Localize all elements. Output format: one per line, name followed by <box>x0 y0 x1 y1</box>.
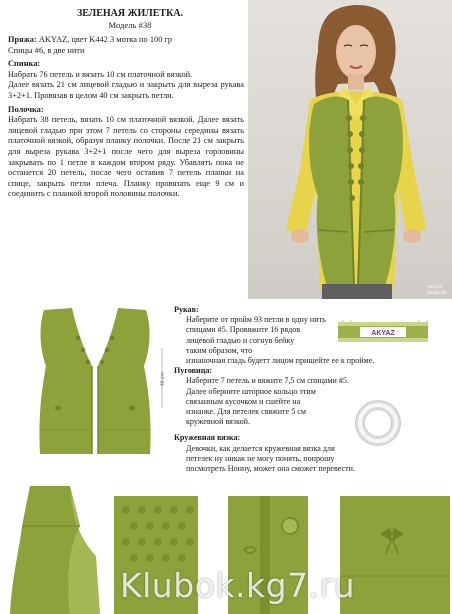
size-mark-label: 40 cm <box>160 372 166 386</box>
buttons-line: Наберите 7 петель и вяжите 7,5 см спицами #5. <box>186 376 349 386</box>
sleeve-line: спицами #5. Провяжите 16 рядов <box>186 325 301 335</box>
yarn-label-brand: AKYAZ <box>371 330 395 337</box>
photo-caption-model: Model 38 <box>427 289 446 295</box>
buttons-line: связанным кусочком и сшейте на <box>186 396 301 406</box>
photo-caption-brand: AKYAZ <box>427 284 442 290</box>
sleeve-heading: Рукав: <box>174 305 199 314</box>
lace-line: петелек ну никак не могу понять, попрошу <box>186 453 335 463</box>
buttons-text <box>174 376 446 427</box>
site-watermark: Klubok.kg7.ru <box>120 566 355 605</box>
front-text: Набрать 38 петель, вязать 10 см платочной вязкой. Далее вязать лицевой гладью при этом 7 петель со стороны середины вязать платочной вязкой, образуя планку полочки. После 21 см закрыть для выреза рукава 3+2+1 после чего для выреза горловины закрывать по 1 петле в каждом втором ряду. Убавлять пока не останется 20 петель, после чего оставив 7 петель планки на спице, закрыть петли плеча. Планку провязать еще 9 см и соединить с планкой второй половины полочки. <box>8 115 244 199</box>
model-illustration <box>248 0 452 299</box>
detail-photo-armhole <box>6 486 104 614</box>
sleeve-line: Наберите от пройм 93 петли в одну нить <box>186 315 326 325</box>
sleeve-line: таким образом, что <box>186 345 253 355</box>
pattern-text-column <box>8 8 244 200</box>
buttons-line: кружевной вязкой. <box>186 417 251 427</box>
buttons-heading: Пуговица: <box>174 366 213 376</box>
yarn-label-image <box>338 318 428 346</box>
yarn-label: Пряжа: <box>8 35 37 44</box>
back-heading: Спинка: <box>8 59 41 69</box>
pattern-title: ЗЕЛЕНАЯ ЖИЛЕТКА. <box>76 8 184 19</box>
back-line-2: Далее вязать 21 см лицевой гладью и закрыть для выреза рукава 3+2+1. Провязав в целом 40 см закрыть петли. <box>8 80 244 100</box>
photo-caption <box>427 284 446 295</box>
back-line-1: Набрать 76 петель и вязать 10 см платочной вязкой. <box>8 69 193 79</box>
size-marker <box>158 348 166 408</box>
lace-line: Девочки, как делается кружевная вязка для <box>186 443 335 453</box>
buttons-line: Далее оберните шторное кольцо этим <box>186 386 316 396</box>
lace-heading: Кружевная вязка: <box>174 433 241 443</box>
needles-info: Спицы #6, в две нити <box>8 45 85 55</box>
buttons-line: изнанке. Для петелек свяжите 5 см <box>186 407 306 417</box>
yarn-text: AKYAZ, цвет K442 3 мотка по 100 гр <box>36 35 173 44</box>
curtain-ring-image <box>354 399 402 447</box>
lace-line: посмотреть Нонну, может она сможет перевести. <box>186 464 356 474</box>
lace-text <box>174 444 446 475</box>
vest-flat-image <box>34 304 156 458</box>
yarn-info <box>8 35 244 46</box>
front-heading: Полочка: <box>8 104 44 114</box>
model-number: Модель #38 <box>108 20 152 30</box>
sleeve-line: лицевой гладью и согнув бейку <box>186 335 295 345</box>
sleeve-line: изнаночная гладь будетт лицом пришейте ее к пройме. <box>186 356 375 366</box>
model-photo <box>248 0 452 299</box>
